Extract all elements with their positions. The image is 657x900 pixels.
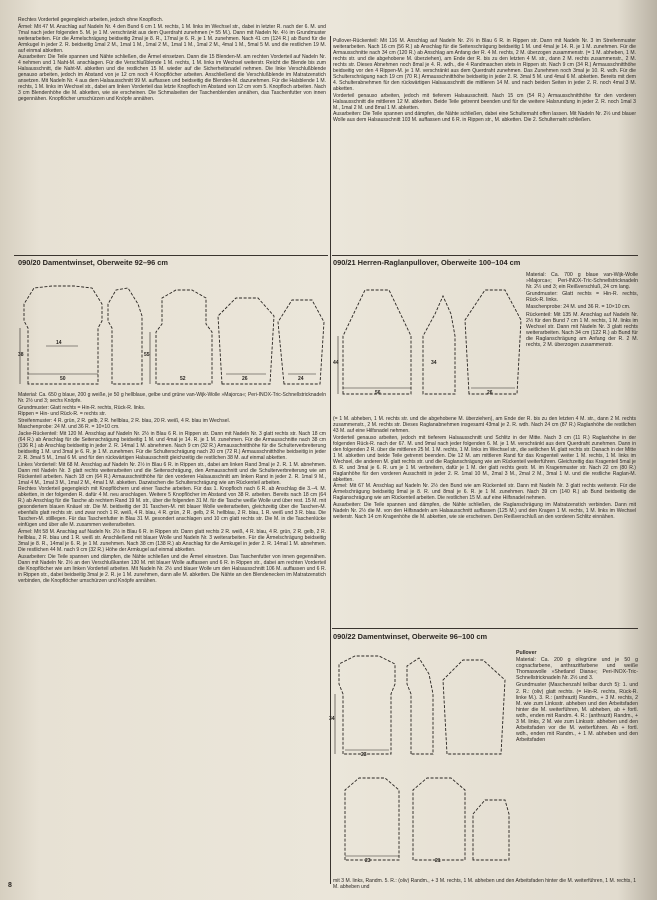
measure-label: 50 [60,376,66,382]
paragraph: Ärmel: Mit 58 M. Anschlag auf Nadeln Nr. 2½ in Blau 6 R. in Rippen str. Dann glatt rechts 2 R. weiß, 4 R. blau, 4 R. grün, 2 R. gelb, 2 R. hellblau, 2 R. blau und 1 R. weiß str. Anschließend mit blauer Wolle und Nadeln Nr. 3 weiterarbeiten. Für die Ärmelschrägung beidseitig 3mal je 8. R., 14mal je 6. R. je 1 M. zunehmen. Nach 38 cm (138 R.) ab Anschlag für die Armkugel in jeder 2. R. 14mal 1 M. abnehmen. Die restlichen 44 M. nach 9 cm (32 R.) Höhe der Armkugel auf einmal abketten. [18,529,326,554]
paragraph: Grundmuster: Glatt rechts = Hin-R. rechts, Rück-R. links. [526,291,638,304]
paragraph: Ausarbeiten: Die Teile spannen und dämpfen, die Nähte schließen, die Raglanschrägung im Matratzenstich verbinden. Dann mit Nadeln Nr. 2½ die M. von den Hilfsnadeln am Halsausschnitt auffassen (125 M.) und den Kragen 1 M. rechts, 1 M. links im Wechsel weiterstr. Nach 14 cm Kragenhöhe die M. abketten, wie sie erscheinen. Den Reißverschluß an den vorderen Schlitz einnähen. [333,502,636,521]
paragraph: Jacke-Rückenteil: Mit 120 M. Anschlag auf Nadeln Nr. 2½ in Blau 6 R. in Rippen str. Dann mit Nadeln Nr. 3 glatt rechts str. Nach 18 cm (64 R.) ab Anschlag für die Seitenschrägung beidseitig 1 M. und 4mal je 14. R. je 1 M. zunehmen. Für die Armausschnitte nach 38 cm (136 R.) ab Anschlag beidseitig in jeder 2. R. 14mal 1 M. abnehmen. Nach 9 cm (32 R.) Armausschnitthöhe für die Schulterverbreiterung beidseitig 1 M. und 3mal je 6. R. je 1 M. zunehmen. Für die Schulterschrägung nach 20 cm (72 R.) Armausschnitthöhe beidseitig in jeder 2. R. 3mal 5 M., 1mal 6 M. und für den rückwärtigen Halsausschnitt gleichzeitig die restlichen 38 M. auf einmal abketten. [18,431,326,462]
heading-090-21: 090/21 Herren-Raglanpullover, Oberweite 100–104 cm [333,258,521,267]
paragraph: Grundmuster: Glatt rechts = Hin-R. rechts, Rück-R. links. [18,404,146,411]
measure-label: 34 [431,360,437,366]
paragraph: Material: Ca. 650 g blaue, 200 g weiße, je 50 g hellblaue, gelbe und grüne van-Wijk-Wolle »Majorca«; Peri-INOX-Tric-Schnellstricknadeln Nr. 2½ und 3; sechs Knöpfe. [18,392,326,405]
heading-090-20-wrap [18,258,326,268]
paragraph: Vorderteil genauso arbeiten, jedoch mit tieferem Halsausschnitt und Schlitz in der Mitte. Nach 3 cm (11 R.) Raglanhöhe in der folgenden Rück-R. nach der 67. M. und 9mal nach jeder folgenden 6. M. je 1 M. verschränkt aus dem Querdraht zunehmen. Dann in den folgenden 2 R. über die mittleren 25 M. 1 M. rechts, 1 M. links im Wechsel str., die seitlichen M. glatt rechts str. Danach in der Mitte 1 M. abketten und beide Teile getrennt beenden. Die 12 M. am mittleren Rand für das Kragenteil weiter 1 M. rechts, 1 M. links im Wechsel, die anderen M. glatt rechts str. und die Raglanschrägung wie am Rückenteil weiterführen. Gleichzeitig das Kragenteil 5mal je 8. R. und 3mal je 6. R. um je 1 M. verbreitern, dafür je 1 M. der glatt rechts gestr. M. im Kragenmuster str. Nach 22 cm (80 R.) Raglanhöhe für den vorderen Ausschnitt in jeder 2. R. 1mal 10 M., 2mal 3 M., 2mal 2 M., 3mal 1 M. und die restliche Raglan-M. abketten. [333,434,636,483]
paragraph: Pullover-Rückenteil: Mit 116 M. Anschlag auf Nadeln Nr. 2½ in Blau 6 R. in Rippen str. Dann mit Nadeln Nr. 3 im Streifenmuster weiterarbeiten. Nach 16 cm (56 R.) ab Anschlag für die Seitenschrägung beidseitig 1 M. und 4mal je 14. R. je 1 M. zunehmen. Für die Armausschnitte nach 34 cm (120 R.) ab Anschlag am Anfang der R. 4 M. rechts, 2 M. überzogen zusammenstr. (= 1 M. abheben, 1 M. rechts str. und die abgehobene M. überziehen), am Ende der R. bis zu den letzten 4 M. str., dann 2 M. rechts zusammenstr., 2 M. rechts str. Dieses Abnehmen noch 8mal je 4. R. wdh., die 4 Randmaschen stets in Rippen str. Nach 9 cm (34 R.) Armausschnitthöhe beidseitig vor den 4 Rippen-M. je 1 M. verschränkt aus dem Querdraht zunehmen. Das Zunehmen noch 3mal je 10. R. wdh. Für die Schulterschrägung nach 19 cm (70 R.) Armausschnitthöhe beidseitig in jeder 2. R. 3mal 5 M. und 4mal 6 M. abketten. Bereits mit dem 4. Schulterabnehmen für den rückwärtigen Halsausschnitt die mittleren 14 M. und nach beiden Seiten in jeder 2. R. noch 4mal 3 M. abketten. [333,38,636,93]
paragraph: Rippen = Hin- und Rück-R. = rechts str. [18,411,107,418]
measure-label: 23 [365,858,371,864]
paragraph: (= 1 M. abheben, 1 M. rechts str. und die abgehobene M. überziehen), am Ende der R. bis zu den letzten 4 M. str., dann 2 M. rechts zusammenstr., 2 M. rechts str. Dieses Raglanabnehmen insgesamt 43mal je 2. R. wdh. Nach 24 cm (87 R.) Raglanhöhe die restlichen 43 M. auf eine Hilfsnadel nehmen. [333,416,636,435]
paragraph: Ausarbeiten: Die Teile spannen und Nähte schließen, die Ärmel einsetzen. Dann die 15 Blenden-M. am rechten Vorderteil auf Nadeln Nr. 4 nehmen und 1 Naht-M. anschlagen. Für die Verschlußblende 1 M. rechts, 1 M. links im Wechsel weiterstr. Reicht die Blende bis zum Halsausschnitt, die Naht-M. abketten und die restlichen 15 M. wieder auf die Sicherheitsnadel nehmen. Die linke Verschlußblende genauso arbeiten, jedoch im Abstand von je 12 cm noch 4 Knopflöcher arbeiten. Anschließend die Verschlußblende im Matratzenstich ansetzen. Mit Nadeln Nr. 4 aus dem Halsausschnitt 99 M. auffassen und beidseitig die Blenden-M. dazunehmen. Für die Halsblende 1 M. rechts, 1 M. links im Wechsel str., dabei am linken Vorderteil das letzte Knopfloch im Abstand von 12 cm vom 5. Knopfloch arbeiten. Nach 3 cm Blendenhöhe die M. abketten, wie sie erscheinen. Die Schmalseiten der Taschenblenden annähen, das Taschenfutter von innen gegennähen. Knopflöcher umschürzen und Knöpfe annähen. [18,54,326,103]
paragraph: Grundmuster (Maschenzahl teilbar durch 5): 1. und 2. R.: (oliv) glatt rechts. (= Hin-R. rechts, Rück-R. linke M.). 3. R.: (anthrazit) Randm., + 3 M. rechts, 2 M. wie zum Linksstr. abheben und den Arbeitsfaden hinter die M. weiterführen, M. abheben, ab + fortl. wdh., enden mit Randm. 4. R.: (anthrazit) Randm., + 3 M. links, 2 M. wie zum Linksstr. abheben und den Arbeitsfaden vor die M. weiterführen. Ab + fortl. wdh., enden mit Randm., + 1 M. abheben und den Arbeitsfaden [516,682,638,744]
measure-label: 34 [329,716,335,722]
text-090-20 [18,392,326,584]
paragraph: Material: Ca. 700 g blaue van-Wijk-Wolle »Majorca«; Peri-INOX-Tric-Schnellstricknadeln Nr. 2½ und 3; ein Reißverschluß, 24 cm lang. [526,272,638,291]
section-divider [14,255,328,256]
text-090-22-bottom [333,878,636,891]
paragraph: Rechtes Vorderteil gegengleich mit Knopflöchern und einer Tasche arbeiten. Für das 1. Knopfloch nach 6 R. ab Anschlag die 3.–4. M. abketten, in der folgenden R. dafür 4 M. neu anschlagen. Weitere 5 Knopflöcher im Abstand von 38 R. arbeiten. Bereits nach 18 cm (64 R.) ab Anschlag für die Tasche ab rechtem Rand 19 M. str., über die folgenden 31 M. für die Tasche weiße Wolle und über rest. 15 M. mit gesondertem blauen Knäuel str. Die M. beidseitig der 31 Taschen-M. mit blauer Wolle weiterarbeiten, gleichzeitig über die Taschen-M. ebenfalls glatt rechts str. und zwar noch 1 R. weiß, 4 R. blau, 4 R. grün, 2 R. gelb, 2 R. hellblau, 2 R. blau, 1 R. weiß und 3 R. blau. Die Taschen-M. stilllegen. Für das Taschenfutter in Blau 31 M. gesondert anschlagen und 10 cm glatt rechts str. Die M. in die Taschenlücke einfügen und über alle M. zusammen weiterarbeiten. [18,486,326,529]
measure-label: 38 [18,352,24,358]
paragraph: Material: Ca. 200 g olivgrüne und je 50 g cognacfarbene, anthrazitfarbene und weiße Thomaswolle »Shetland Diana«; Peri-INOX-Tric-Schnellstricknadeln Nr. 2½ und 3. [516,657,638,682]
paragraph: Rückenteil: Mit 135 M. Anschlag auf Nadeln Nr. 2½ für den Bund 7 cm 1 M. rechts, 1 M. links im Wechsel str. Dann mit Nadeln Nr. 3 glatt rechts weiterarbeiten. Nach 34 cm (122 R.) ab Bund für die Raglanschrägung am Anfang der R. 2 M. rechts, 2 M. überzogen zusammenstr. [526,311,638,349]
left-top-text [18,17,326,103]
paragraph: Ausarbeiten: Die Teile spannen und dämpfen, die Nähte schließen und die Ärmel einsetzen. Das Taschenfutter von innen gegennähen. Dann mit Nadeln Nr. 2½ an den Verschlußkanten 130 M. mit blauer Wolle auffassen und 6 R. in Rippen str., dabei am rechten Vorderteil die Knopflöcher wie am linken Vorderteil arbeiten. Mit Nadeln Nr. 2½ und blauer Wolle um den Halsausschnitt 106 M. auffassen und 6 R. in Rippen str., dabei beidseitig 3mal je 2. R. je 1 M. zunehmen, dann alle M. abketten. Die Nähte an den Blendenecken im Matratzenstich verbinden, die Knopflöcher umschürzen und Knöpfe annähen. [18,553,326,584]
paragraph: Vorderteil genauso arbeiten, jedoch mit tieferem Halsausschnitt. Nach 15 cm (54 R.) Armausschnitthöhe für den vorderen Halsausschnitt die mittleren 12 M. abketten. Beide Teile getrennt beenden und für die weitere Halsrundung in jeder 2. R. noch 1mal 3 M., 1mal 2 M. und 8mal 1 M. abketten. [333,92,636,111]
paragraph: Maschenprobe: 24 M. und 36 R. = 10×10 cm. [18,424,120,431]
measure-label: 55 [144,352,150,358]
measure-label: 23 [361,752,367,758]
page-number: 8 [8,882,12,889]
section-divider [332,255,638,256]
measure-label: 26 [487,390,493,396]
diagram-090-22 [329,650,513,868]
heading-090-22-wrap [333,632,636,642]
measure-label: 24 [298,376,304,382]
paragraph: mit 3 M. links, Randm. 5. R.: (oliv) Randm., + 3 M. rechts, 1 M. abheben und den Arbeitsfaden hinter die M. weiterführen, 1 M. rechts, 1 M. abheben und [333,878,636,891]
measure-label: 44 [333,360,339,366]
measure-label: 52 [180,376,186,382]
diagram-090-21 [335,276,525,400]
paragraph: Linkes Vorderteil: Mit 68 M. Anschlag auf Nadeln Nr. 2½ in Blau 6 R. in Rippen str., dabei am linken Rand 3mal je 2. R. 1 M. abnehmen. Dann mit Nadeln Nr. 3 glatt rechts weiterarbeiten und die Seitenschrägung, den Armausschnitt und die Schulterverbreiterung wie am Rückenteil arbeiten. Nach 18 cm (64 R.) Armausschnitthöhe für den vorderen Halsausschnitt am linken Rand in jeder 2. R. 1mal 9 M., 1mal 4 M., 1mal 3 M., 1mal 2 M., 4mal 1 M. abketten. Dazwischen die Schulterschrägung wie am Rückenteil arbeiten. [18,461,326,486]
right-top-text [333,38,636,124]
paragraph: Ärmel: Mit 67 M. Anschlag auf Nadeln Nr. 2½ den Bund wie am Rückenteil str. Dann mit Nadeln Nr. 3 glatt rechts weiterstr. Für die Ärmelschrägung beidseitig 9mal je 8. R. und 8mal je 6. R. je 1 M. zunehmen. Nach 39 cm (140 R.) ab Bund beidseitig die Raglanschrägung wie am Rückenteil arbeiten. Die restlichen 15 M. auf eine Hilfsnadel nehmen. [333,483,636,502]
paragraph: Ausarbeiten: Die Teile spannen und dämpfen, die Nähte schließen, dabei eine Schulternaht offen lassen. Mit Nadeln Nr. 2½ und blauer Wolle aus dem Halsausschnitt 103 M. auffassen und 6 R. in Rippen str., M. abketten. Die 2. Schulternaht schließen. [333,111,636,124]
paragraph: Rechtes Vorderteil gegengleich arbeiten, jedoch ohne Knopfloch. [18,17,164,23]
paragraph: Ärmel: Mit 47 M. Anschlag auf Nadeln Nr. 4 den Bund 6 cm 1 M. rechts, 1 M. links im Wechsel str., dabei in letzter R. nach der 6. M. und 7mal nach jeder folgenden 5. M. je 1 M. verschränkt aus dem Querdraht zunehmen (= 55 M.). Dann mit Nadeln Nr. 4½ im Grundmuster weiterarbeiten. Für die Ärmelschrägung beidseitig 2mal je 8. R., 17mal je 6. R. je 1 M. zunehmen. Nach 41 cm (124 R.) ab Bund für die Armkugel in jeder 2. R. beidseitig 1mal 2 M., 1mal 1 M., 1mal 2 M., 1mal 1 M., 1mal 2 M., 4mal 1 M., 5mal 5 M. und die restlichen 19 M. auf einmal abketten. [18,23,326,54]
heading-090-21-wrap [333,258,636,268]
text-090-22-side [516,650,638,743]
subheading: Pullover [516,650,537,656]
section-divider [332,628,638,629]
heading-090-20: 090/20 Damentwinset, Oberweite 92–96 cm [18,258,168,267]
text-090-21 [333,416,636,521]
measure-label: 56 [375,390,381,396]
measure-label: 21 [435,858,441,864]
paragraph: Streifenmuster: 4 R. grün, 2 R. gelb, 2 R. hellblau, 2 R. blau, 20 R. weiß, 4 R. blau im Wechsel. [18,417,230,424]
text-090-21-side [526,272,638,348]
column-divider [330,36,331,884]
paragraph: Maschenprobe: 24 M. und 36 R. = 10×10 cm. [526,304,631,311]
diagram-090-20 [16,276,328,388]
heading-090-22: 090/22 Damentwinset, Oberweite 96–100 cm [333,632,488,641]
measure-label: 26 [242,376,248,382]
measure-label: 14 [56,340,62,346]
